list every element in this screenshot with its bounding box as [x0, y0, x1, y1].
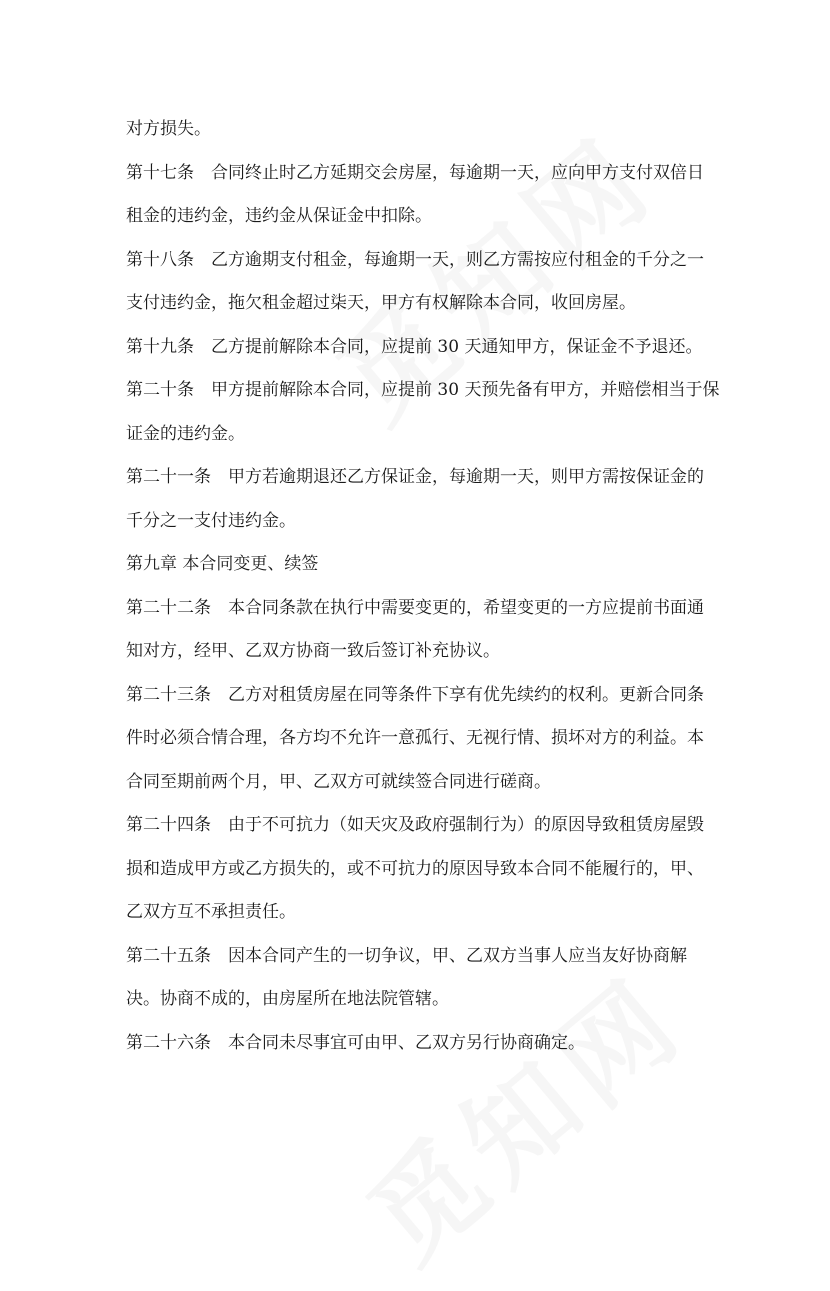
text-line: 证金的违约金。: [126, 423, 245, 444]
chapter-heading: 第九章 本合同变更、续签: [126, 554, 319, 574]
text-line: 第二十条 甲方提前解除本合同，应提前 30 天预先备有甲方，并赔偿相当于保: [126, 380, 720, 400]
text-line: 第十九条 乙方提前解除本合同，应提前 30 天通知甲方，保证金不予退还。: [126, 336, 703, 357]
text-line: 对方损失。: [126, 119, 211, 139]
text-line: 第二十四条 由于不可抗力（如天灾及政府强制行为）的原因导致租赁房屋毁: [126, 815, 704, 835]
text-line: 第十八条 乙方逾期支付租金，每逾期一天，则乙方需按应付租金的千分之一: [126, 249, 704, 270]
text-line: 第二十一条 甲方若逾期退还乙方保证金，每逾期一天，则甲方需按保证金的: [126, 467, 704, 487]
text-line: 决。协商不成的，由房屋所在地法院管辖。: [126, 989, 449, 1009]
text-line: 第十七条 合同终止时乙方延期交会房屋，每逾期一天，应向甲方支付双倍日: [126, 162, 704, 183]
text-line: 第二十五条 因本合同产生的一切争议，甲、乙双方当事人应当友好协商解: [126, 945, 687, 966]
text-line: 第二十六条 本合同未尽事宜可由甲、乙双方另行协商确定。: [126, 1032, 585, 1053]
text-line: 千分之一支付违约金。: [126, 510, 296, 531]
text-line: 知对方，经甲、乙双方协商一致后签订补充协议。: [126, 641, 500, 661]
text-line: 件时必须合情合理，各方均不允许一意孤行、无视行情、损坏对方的利益。本: [126, 728, 704, 748]
text-line: 支付违约金，拖欠租金超过柒天，甲方有权解除本合同，收回房屋。: [126, 293, 636, 313]
text-line: 合同至期前两个月，甲、乙双方可就续签合同进行磋商。: [126, 771, 551, 792]
text-line: 第二十二条 本合同条款在执行中需要变更的，希望变更的一方应提前书面通: [126, 597, 704, 618]
text-line: 第二十三条 乙方对租赁房屋在同等条件下享有优先续约的权利。更新合同条: [126, 684, 704, 705]
text-line: 租金的违约金，违约金从保证金中扣除。: [126, 206, 432, 226]
text-line: 乙双方互不承担责任。: [126, 902, 296, 922]
text-line: 损和造成甲方或乙方损失的，或不可抗力的原因导致本合同不能履行的，甲、: [126, 858, 704, 879]
document-body: [126, 108, 720, 1065]
